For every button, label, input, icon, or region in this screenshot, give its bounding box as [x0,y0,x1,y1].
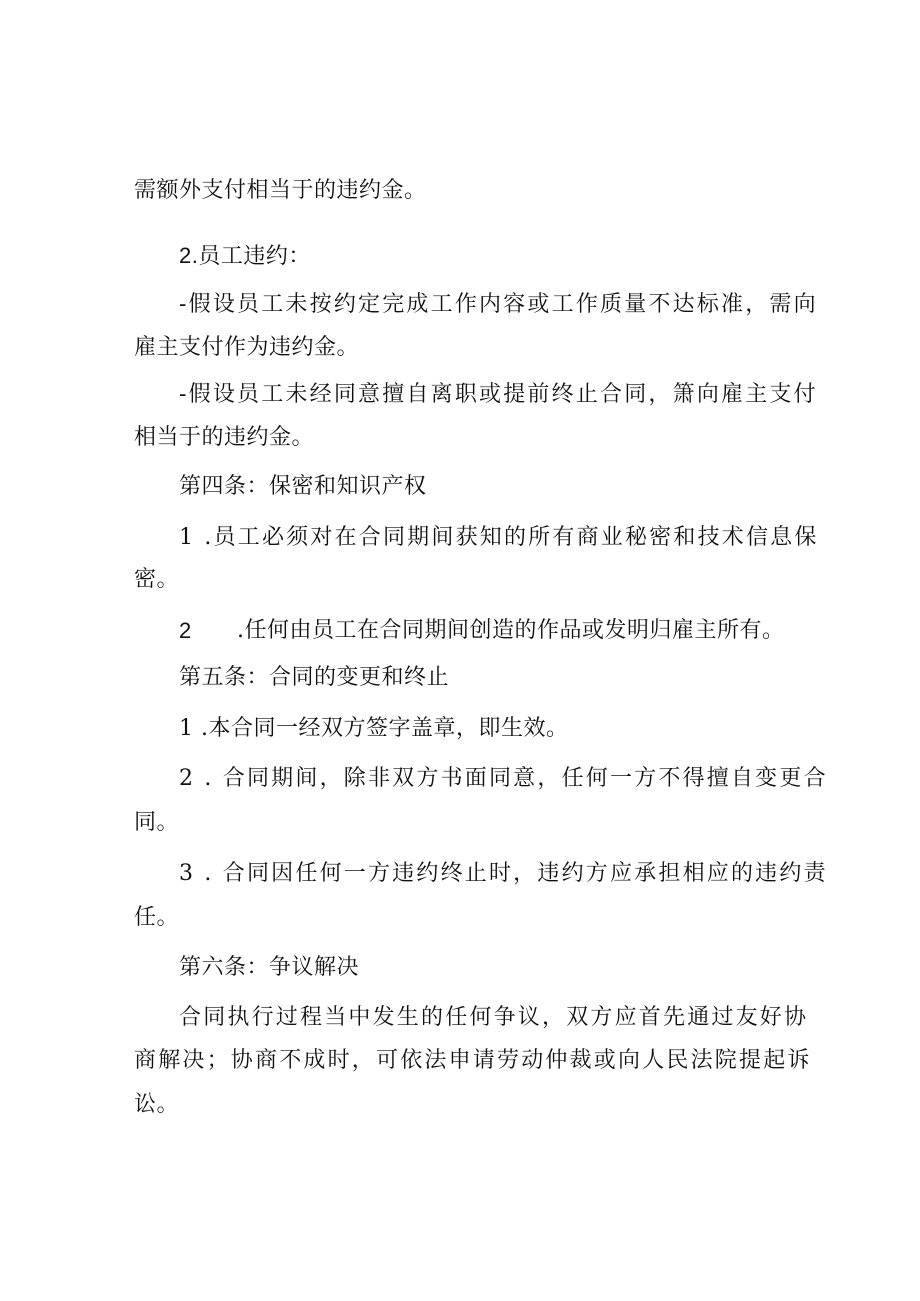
paragraph-line: 需额外支付相当于的违约金。 [134,178,427,203]
paragraph-line: 1 .员工必须对在合同期间获知的所有商业秘密和技术信息保 [179,525,819,550]
paragraph-line: 1 .本合同一经双方签字盖章，即生效。 [179,716,569,741]
paragraph-line: 合同执行过程当中发生的任何争议，双方应首先通过友好协 [179,1005,809,1030]
paragraph-line: -假设员工未按约定完成工作内容或工作质量不达标准，需向 [179,292,818,317]
article-heading-change-termination: 第五条：合同的变更和终止 [179,665,450,690]
paragraph-line: 相当于的违约金。 [134,425,315,450]
paragraph-line: 雇主支付作为违约金。 [134,335,360,360]
paragraph-line: 同。 [134,810,180,835]
article-heading-confidentiality: 第四条：保密和知识产权 [179,474,427,499]
paragraph-line: 讼。 [134,1092,180,1117]
paragraph-line: 密。 [134,567,180,592]
section-heading-employee-breach: 2.员工违约： [179,243,311,268]
article-heading-dispute-resolution: 第六条：争议解决 [179,955,360,980]
paragraph-line: 任。 [134,905,180,930]
paragraph-line: 商解决；协商不成时，可依法申请劳动仲裁或向人民法院提起诉 [134,1048,812,1073]
paragraph-line: -假设员工未经同意擅自离职或提前终止合同，箫向雇主支付 [179,382,818,407]
paragraph-line: .任何由员工在合同期间创造的作品或发明归雇主所有。 [237,618,785,643]
paragraph-line: 2 . 合同期间，除非双方书面同意，任何一方不得擅自变更合 [179,766,828,791]
paragraph-line: 3 . 合同因任何一方违约终止时，违约方应承担相应的违约责 [179,861,828,886]
list-number: 2 [179,618,192,643]
